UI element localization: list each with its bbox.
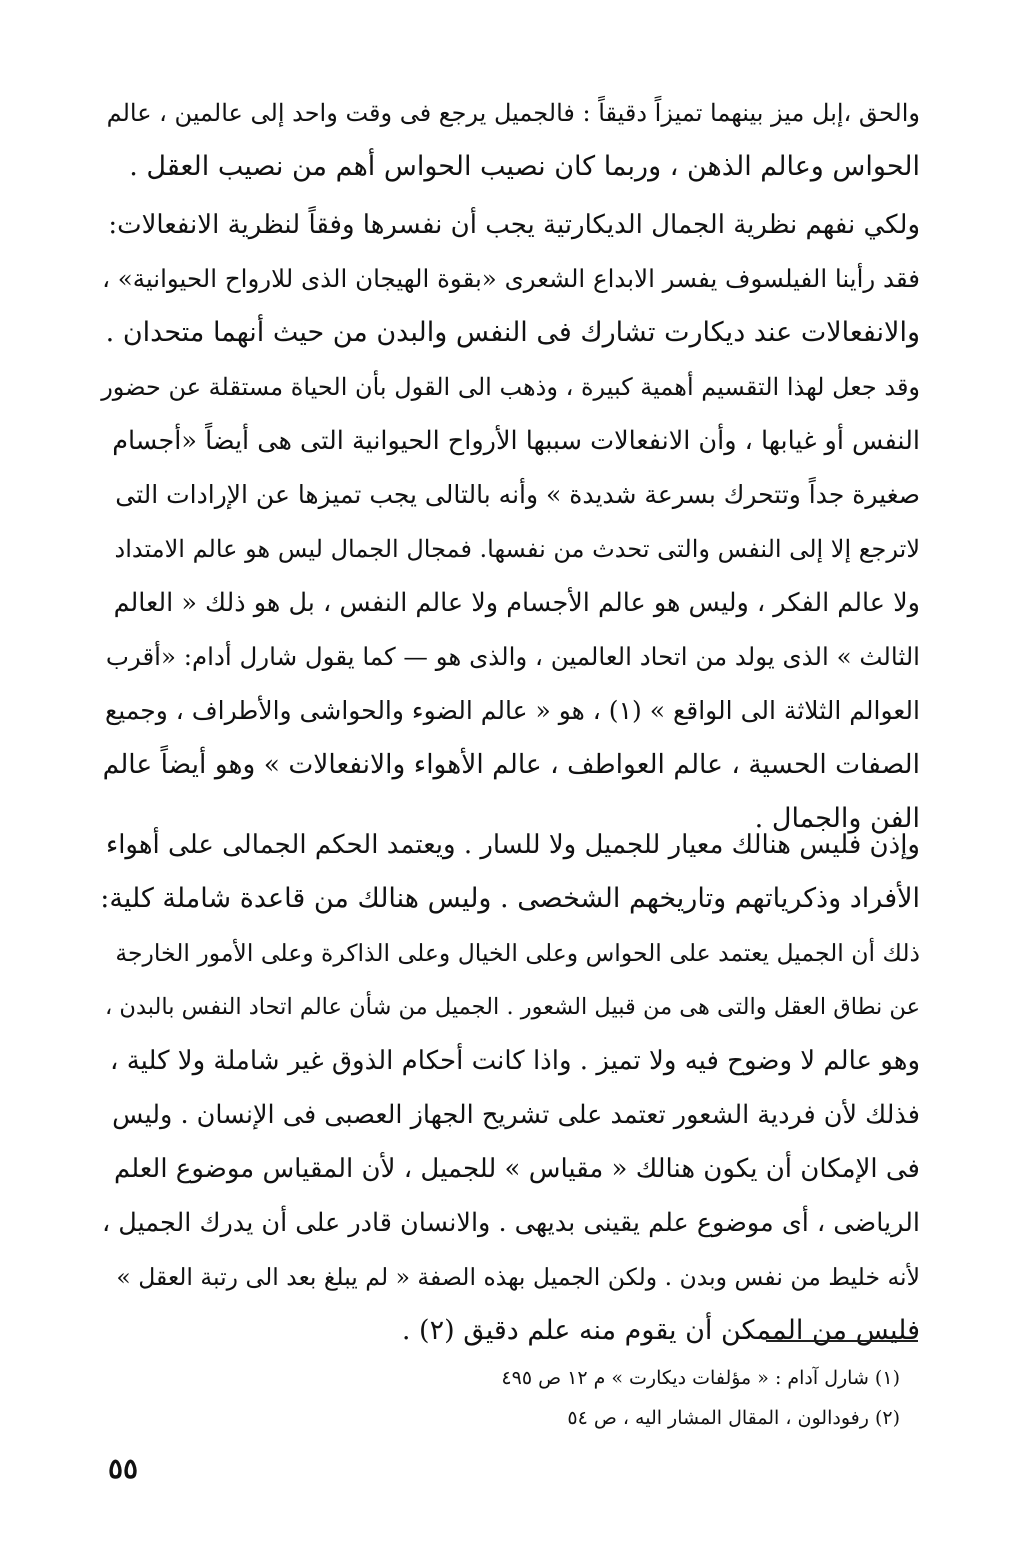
text-line: ولكي نفهم نظرية الجمال الديكارتية يجب أن نفسرها وفقاً لنظرية الانفعالات: xyxy=(108,210,920,240)
text-line: عن نطاق العقل والتى هى من قبيل الشعور . الجميل من شأن عالم اتحاد النفس بالبدن ، xyxy=(105,994,920,1020)
text-line: الثالث » الذى يولد من اتحاد العالمين ، والذى هو — كما يقول شارل أدام: «أقرب xyxy=(105,642,920,671)
text-line: النفس أو غيابها ، وأن الانفعالات سببها الأرواح الحيوانية التى هى أيضاً «أجسام xyxy=(112,426,920,456)
text-line: العوالم الثلاثة الى الواقع » (١) ، هو « عالم الضوء والحواشى والأطراف ، وجميع xyxy=(104,696,920,725)
text-line: ولا عالم الفكر ، وليس هو عالم الأجسام ولا عالم النفس ، بل هو ذلك « العالم xyxy=(113,588,920,618)
paragraph-3 xyxy=(100,818,920,1358)
text-line: الصفات الحسية ، عالم العواطف ، عالم الأهواء والانفعالات » وهو أيضاً عالم xyxy=(102,749,920,780)
paragraph-2 xyxy=(100,198,920,846)
text-line: لاترجع إلا إلى النفس والتى تحدث من نفسها. فمجال الجمال ليس هو عالم الامتداد xyxy=(114,535,920,563)
text-line: والحق ،إبل ميز بينهما تميزاً دقيقاً : فالجميل يرجع فى وقت واحد إلى عالمين ، عالم xyxy=(106,99,920,127)
text-line: ذلك أن الجميل يعتمد على الحواس وعلى الخيال وعلى الذاكرة وعلى الأمور الخارجة xyxy=(115,939,920,967)
text-line: وإذن فليس هنالك معيار للجميل ولا للسار . ويعتمد الحكم الجمالى على أهواء xyxy=(105,830,920,860)
footnote-1: (١) شارل آدام : « مؤلفات ديكارت » م ١٢ ص ٤٩٥ xyxy=(501,1367,900,1389)
page-number: ٥٥ xyxy=(108,1452,139,1485)
footnote-2: (٢) رفودالون ، المقال المشار اليه ، ص ٥٤ xyxy=(567,1407,900,1429)
text-line: فقد رأينا الفيلسوف يفسر الابداع الشعرى «بقوة الهيجان الذى للارواح الحيوانية» ، xyxy=(102,264,920,293)
text-line: الأفراد وذكرياتهم وتاريخهم الشخصى . وليس هنالك من قاعدة شاملة كلية: xyxy=(100,883,920,914)
text-line: فليس من الممكن أن يقوم منه علم دقيق (٢) . xyxy=(401,1315,920,1346)
text-line: الرياضى ، أى موضوع علم يقينى بديهى . والانسان قادر على أن يدرك الجميل ، xyxy=(101,1208,920,1238)
text-line: لأنه خليط من نفس وبدن . ولكن الجميل بهذه الصفة « لم يبلغ بعد الى رتبة العقل » xyxy=(116,1263,920,1291)
text-line: الفن والجمال . xyxy=(754,803,920,834)
text-line: صغيرة جداً وتتحرك بسرعة شديدة » وأنه بالتالى يجب تميزها عن الإرادات التى xyxy=(115,480,920,509)
text-line: وهو عالم لا وضوح فيه ولا تميز . واذا كانت أحكام الذوق غير شاملة ولا كلية ، xyxy=(110,1046,920,1076)
text-line: الحواس وعالم الذهن ، وربما كان نصيب الحواس أهم من نصيب العقل . xyxy=(129,151,920,182)
footnotes xyxy=(300,1358,900,1438)
text-line: وقد جعل لهذا التقسيم أهمية كبيرة ، وذهب الى القول بأن الحياة مستقلة عن حضور xyxy=(101,373,920,401)
paragraph-1 xyxy=(100,86,920,194)
text-line: فذلك لأن فردية الشعور تعتمد على تشريح الجهاز العصبى فى الإنسان . وليس xyxy=(112,1100,920,1130)
text-line: والانفعالات عند ديكارت تشارك فى النفس والبدن من حيث أنهما متحدان . xyxy=(105,317,920,348)
text-line: فى الإمكان أن يكون هنالك « مقياس » للجميل ، لأن المقياس موضوع العلم xyxy=(113,1154,920,1184)
footnote-separator xyxy=(766,1340,918,1342)
